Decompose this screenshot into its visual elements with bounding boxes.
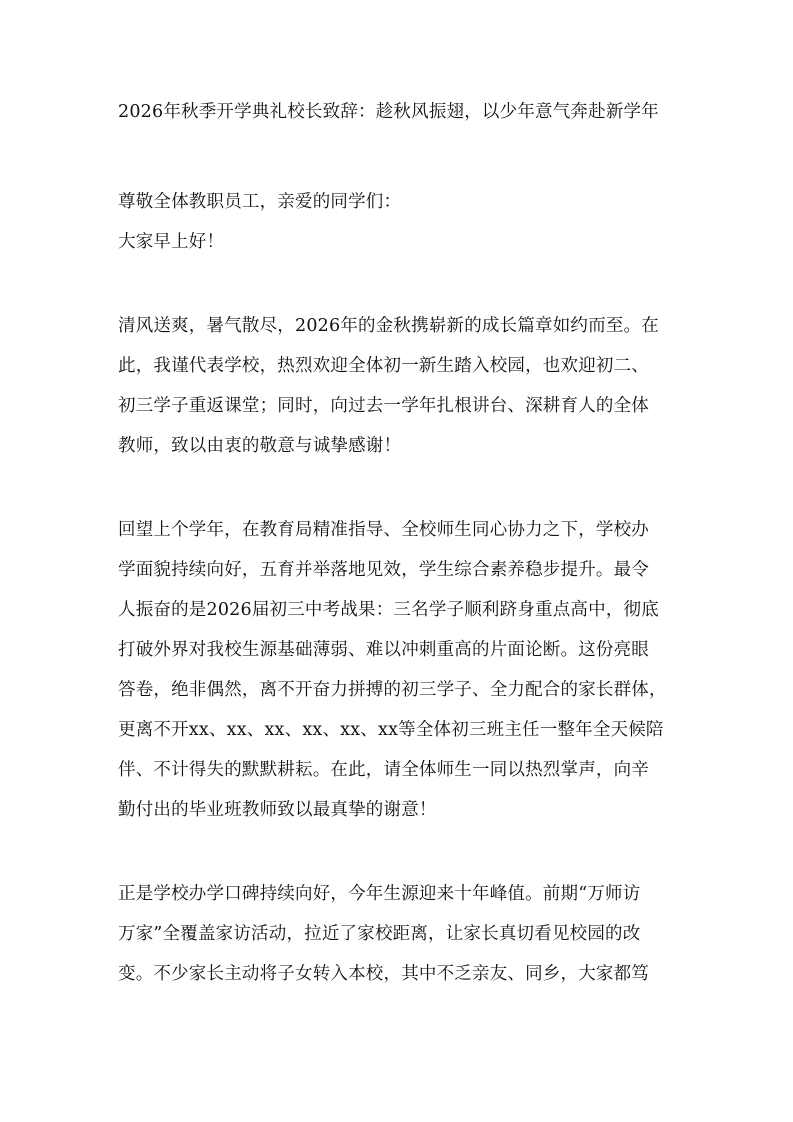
paragraph-line: 变。不少家长主动将子女转入本校，其中不乏亲友、同乡，大家都笃 [118,964,649,984]
paragraph-line: 打破外界对我校生源基础薄弱、难以冲刺重高的片面论断。这份亮眼 [118,640,649,660]
paragraph-line: 伴、不计得失的默默耕耘。在此，请全体师生一同以热烈掌声，向辛 [118,760,649,780]
paragraph-line: 此，我谨代表学校，热烈欢迎全体初一新生踏入校园，也欢迎初二、 [118,356,649,376]
paragraph-line: 初三学子重返课堂；同时，向过去一学年扎根讲台、深耕育人的全体 [118,396,649,416]
paragraph-line: 勤付出的毕业班教师致以最真挚的谢意！ [118,800,437,820]
paragraph-line: 答卷，绝非偶然，离不开奋力拼搏的初三学子、全力配合的家长群体， [118,680,667,700]
salutation: 尊敬全体教职员工，亲爱的同学们： [118,192,402,212]
document-title: 2026年秋季开学典礼校长致辞：趁秋风振翅，以少年意气奔赴新学年 [118,102,659,122]
paragraph-line: 万家”全覆盖家访活动，拉近了家校距离，让家长真切看见校园的改 [118,924,641,944]
paragraph-line: 回望上个学年，在教育局精准指导、全校师生同心协力之下，学校办 [118,520,649,540]
paragraph-line: 人振奋的是2026届初三中考战果：三名学子顺利跻身重点高中，彻底 [118,600,659,620]
paragraph-line: 更离不开xx、xx、xx、xx、xx、xx等全体初三班主任一整年全天候陪 [118,720,664,740]
paragraph-line: 正是学校办学口碑持续向好，今年生源迎来十年峰值。前期“万师访 [118,884,641,904]
paragraph-line: 清风送爽，暑气散尽，2026年的金秋携崭新的成长篇章如约而至。在 [118,316,659,336]
greeting: 大家早上好！ [118,232,225,252]
paragraph-line: 教师，致以由衷的敬意与诚挚感谢！ [118,436,402,456]
paragraph-line: 学面貌持续向好，五育并举落地见效，学生综合素养稳步提升。最令 [118,560,649,580]
